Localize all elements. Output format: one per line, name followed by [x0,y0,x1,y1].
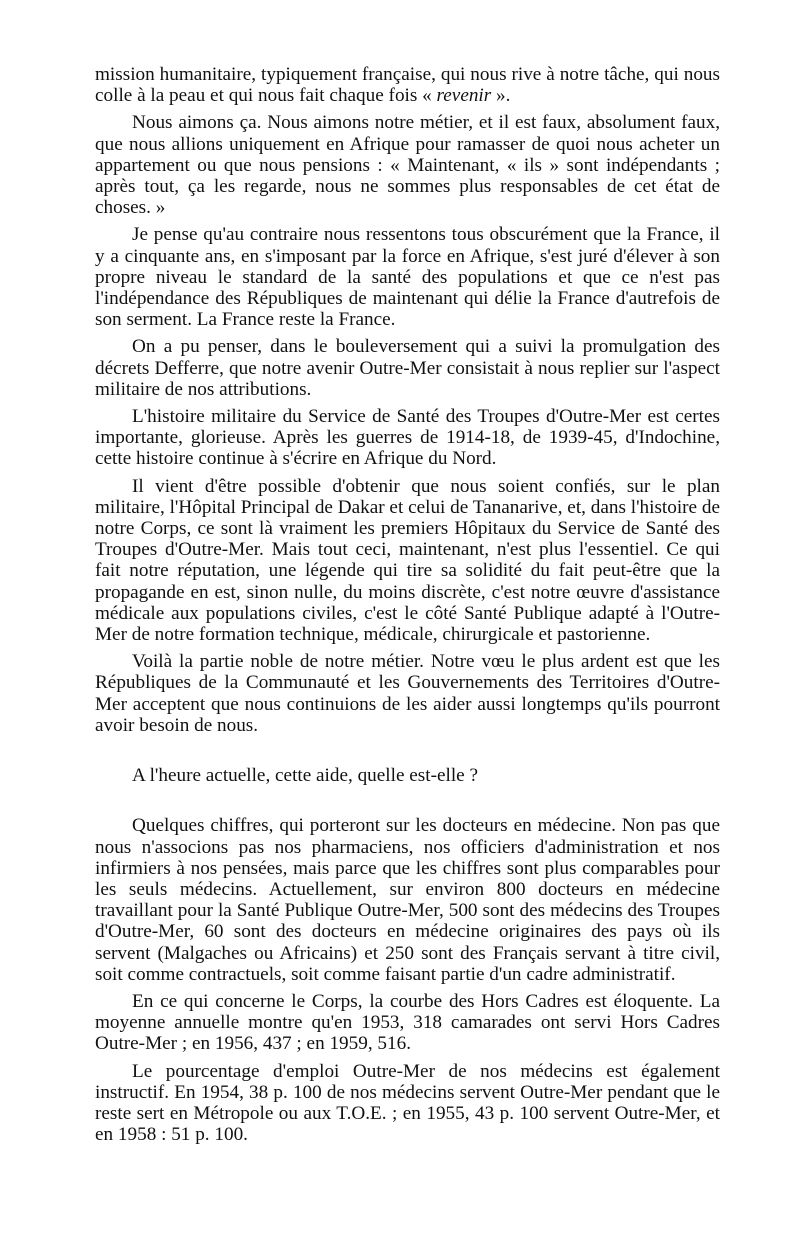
document-page [95,64,720,1151]
paragraph-7: Voilà la partie noble de notre métier. Notre vœu le plus ardent est que les Républiques de la Communauté et les Gouvernements des Territoires d'Outre-Mer acceptent que nous continuions de les aider aussi longtemps qu'ils pourront avoir besoin de nous. [95,651,720,736]
paragraph-1-tail: ». [491,85,511,107]
paragraph-1-emphasis: revenir [436,85,492,107]
paragraph-8: A l'heure actuelle, cette aide, quelle est-elle ? [132,765,478,787]
paragraph-11: Le pourcentage d'emploi Outre-Mer de nos médecins est également instructif. En 1954, 38 p. 100 de nos médecins servent Outre-Mer pendant que le reste sert en Métropole ou aux T.O.E. ; en 1955, 43 p. 100 servent Outre-Mer, et en 1958 : 51 p. 100. [95,1060,720,1146]
paragraph-3: Je pense qu'au contraire nous ressentons tous obscurément que la France, il y a cinquante ans, en s'imposant par la force en Afrique, s'est juré d'élever à son propre niveau le standard de la santé des populations et que ce n'est pas l'indépendance des Républiques de maintenant qui délie la France d'autrefois de son serment. La France reste la France. [95,224,720,331]
paragraph-5: L'histoire militaire du Service de Santé des Troupes d'Outre-Mer est certes importante, glorieuse. Après les guerres de 1914-18, de 1939-45, d'Indochine, cette histoire continue à s'écrire en Afrique du Nord. [95,406,720,470]
paragraph-1 [95,64,720,106]
paragraph-4: On a pu penser, dans le bouleversement qui a suivi la promulgation des décrets Defferre, que notre avenir Outre-Mer consistait à nous replier sur l'aspect militaire de nos attributions. [95,336,720,400]
paragraph-10: En ce qui concerne le Corps, la courbe des Hors Cadres est éloquente. La moyenne annuelle montre qu'en 1953, 318 camarades ont servi Hors Cadres Outre-Mer ; en 1956, 437 ; en 1959, 516. [95,990,720,1055]
paragraph-1-text: mission humanitaire, typiquement française, qui nous rive à notre tâche, qui nous colle à la peau et qui nous fait chaque fois « [95,64,720,107]
paragraph-2: Nous aimons ça. Nous aimons notre métier, et il est faux, absolument faux, que nous allions uniquement en Afrique pour ramasser de quoi nous acheter un appartement ou que nous pensions : « Maintenant, « ils » sont indépendants ; après tout, ça les regarde, nous ne sommes plus responsables de cet état de choses. » [95,112,720,219]
paragraph-6: Il vient d'être possible d'obtenir que nous soient confiés, sur le plan militaire, l'Hôpital Principal de Dakar et celui de Tananarive, et, dans l'histoire de notre Corps, ce sont là vraiment les premiers Hôpitaux du Service de Santé des Troupes d'Outre-Mer. Mais tout ceci, maintenant, n'est plus l'essentiel. Ce qui fait notre réputation, une légende qui tire sa solidité du fait peut-être que la propagande en est, sinon nulle, du moins discrète, c'est notre œuvre d'assistance médicale aux populations civiles, c'est le côté Santé Publique adapté à l'Outre-Mer de notre formation technique, médicale, chirurgicale et pastorienne. [95,475,720,646]
paragraph-9: Quelques chiffres, qui porteront sur les docteurs en médecine. Non pas que nous n'associons pas nos pharmaciens, nos officiers d'administration et nos infirmiers à nos pensées, mais parce que les chiffres sont plus comparables pour les seuls médecins. Actuellement, sur environ 800 docteurs en médecine travaillant pour la Santé Publique Outre-Mer, 500 sont des médecins des Troupes d'Outre-Mer, 60 sont des docteurs en médecine originaires des pays où ils servent (Malgaches ou Africains) et 250 sont des Français servant à titre civil, soit comme contractuels, soit comme faisant partie d'un cadre administratif. [95,815,720,985]
